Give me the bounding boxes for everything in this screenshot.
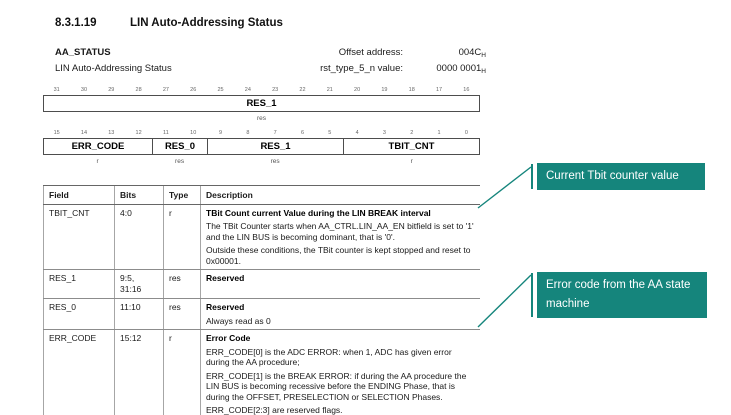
description-paragraph: Always read as 0 [206,315,271,326]
section-title: LIN Auto-Addressing Status [130,17,283,29]
bit-number: 10 [190,130,197,136]
reset-value [403,63,486,75]
register-field-res_1: RES_1 [246,98,277,109]
section-heading [55,17,283,29]
bit-number: 11 [163,130,169,136]
access-row-high [43,115,480,122]
bit-number: 21 [326,87,333,93]
bits-line: 15:12 [120,333,142,343]
bit-number: 23 [272,87,279,93]
bit-number: 30 [80,87,88,93]
bit-number: 5 [328,130,332,136]
bit-number: 13 [108,130,115,136]
access-type-label: res [256,115,267,122]
register-description: LIN Auto-Addressing Status [55,63,172,74]
description-paragraph: ERR_CODE[1] is the BREAK ERROR: if during the AA procedure the LIN BUS is becoming recessive before the ENDING Phase, that is during the OFFSET, PRESELECTION or SELECTION Phases. [206,370,467,402]
callout-accent-bar [531,164,533,189]
description-paragraph: Error Code [206,333,251,343]
column-header-bits: Bits [114,186,163,204]
description-cell [200,270,480,298]
register-diagram-high [43,95,480,112]
bits-cell [114,299,163,329]
bit-number: 3 [382,130,386,136]
bit-number: 16 [463,87,470,93]
leader-line-error [478,275,531,327]
description-paragraph: The TBit Counter starts when AA_CTRL.LIN_AA_EN bitfield is set to '1' and the LIN BUS is becoming dominant, that is '0'. [206,221,474,242]
bit-number: 6 [300,130,304,136]
bits-cell [114,270,163,298]
field-name-cell: RES_0 [43,299,114,329]
bit-number: 7 [273,130,277,136]
reset-hex: 0000 0001 [436,63,482,74]
bits-line: 11:10 [120,302,141,312]
bit-number: 1 [437,130,441,136]
description-cell [200,299,480,329]
bit-number: 12 [135,130,142,136]
type-cell: res [163,270,200,298]
bit-number: 20 [354,87,361,93]
description-paragraph: Reserved [206,302,245,312]
hex-subscript: H [481,68,486,75]
access-row-low [43,158,480,165]
access-type-label: res [175,158,185,165]
bit-number: 31 [53,87,60,93]
bit-number: 2 [410,130,414,136]
offset-address-value [403,47,486,59]
leader-line-tbit [478,167,531,208]
field-name-cell: TBIT_CNT [43,205,114,270]
column-header-description: Description [200,186,480,204]
section-number: 8.3.1.19 [55,17,97,29]
field-name-cell: RES_1 [43,270,114,298]
bit-number: 29 [108,87,115,93]
bit-number: 22 [299,87,306,93]
bit-number: 28 [135,87,142,93]
hex-subscript: H [481,52,486,59]
register-field-res_1: RES_1 [207,139,343,154]
register-diagram-low [43,138,480,155]
table-row-res_0 [43,299,480,330]
bit-number: 24 [244,87,251,93]
register-name: AA_STATUS [55,47,111,58]
offset-address-label: Offset address: [338,47,403,58]
table-header-row [43,186,480,205]
bit-number: 18 [408,87,415,93]
bit-number: 17 [435,87,443,93]
register-field-err_code: ERR_CODE [71,141,125,152]
access-type-label: r [410,158,413,165]
column-header-field: Field [43,186,114,204]
field-name-cell: ERR_CODE [43,330,114,415]
bits-line: 9:5, [120,273,135,283]
description-paragraph: TBit Count current Value during the LIN BREAK interval [206,207,431,218]
bits-line: 4:0 [120,207,132,218]
table-row-tbit_cnt [43,205,480,271]
bit-number: 0 [464,130,468,136]
callout-accent-bar [531,273,533,317]
bits-cell [114,330,163,415]
type-cell: r [163,205,200,270]
table-row-err_code [43,330,480,415]
bit-numbers-row-high [43,87,480,93]
bit-number: 26 [190,87,197,93]
bit-number: 8 [246,130,250,136]
bit-number: 27 [162,87,169,93]
bits-cell [114,205,163,270]
offset-hex: 004C [458,47,482,58]
bit-number: 19 [381,87,388,93]
type-cell: res [163,299,200,329]
description-cell [200,205,480,270]
bit-number: 9 [219,130,223,136]
description-paragraph: Outside these conditions, the TBit counter is kept stopped and reset to 0x00001. [206,245,471,266]
field-description-table [43,185,480,415]
description-cell [200,330,480,415]
bit-number: 4 [355,130,359,136]
callout-error-code: Error code from the AA state machine [537,272,707,318]
description-paragraph: ERR_CODE[2:3] are reserved flags. [206,405,343,415]
bit-number: 15 [53,130,60,136]
reset-value-label: rst_type_5_n value: [320,63,403,74]
bits-line: 31:16 [120,283,142,294]
description-paragraph: Reserved [206,273,245,283]
register-field-tbit_cnt: TBIT_CNT [343,139,479,154]
type-cell: r [163,330,200,415]
column-header-type: Type [163,186,200,204]
description-paragraph: ERR_CODE[0] is the ADC ERROR: when 1, ADC has given error during the AA procedure; [206,346,452,367]
access-type-label: r [96,158,99,165]
bit-number: 25 [217,87,224,93]
bit-numbers-row-low [43,130,480,136]
bit-number: 14 [80,130,88,136]
access-type-label: res [270,158,280,165]
register-field-res_0: RES_0 [152,139,207,154]
table-body [43,205,480,415]
table-row-res_1 [43,270,480,299]
callout-tbit-counter: Current Tbit counter value [537,163,705,190]
